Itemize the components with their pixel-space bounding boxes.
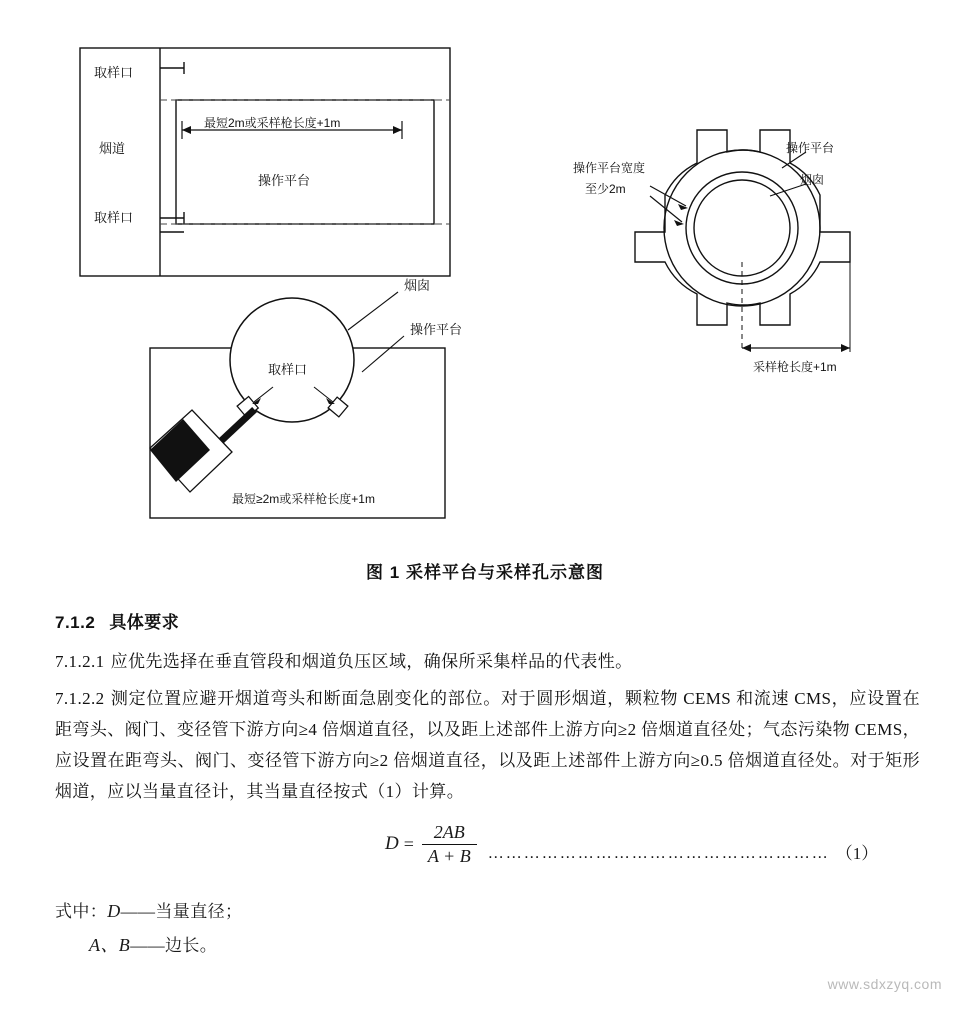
label-gun-length-right: 采样枪长度+1m xyxy=(753,360,837,374)
watermark: www.sdxzyq.com xyxy=(827,976,942,992)
label-platform-width-right2: 至少2m xyxy=(585,182,626,196)
label-platform-right: 操作平台 xyxy=(786,141,835,155)
paragraph-text: 应优先选择在垂直管段和烟道负压区域，确保所采集样品的代表性。 xyxy=(110,652,633,671)
section-number: 7.1.2 xyxy=(55,613,96,632)
paragraph-text: 测定位置应避开烟道弯头和断面急剧变化的部位。对于圆形烟道，颗粒物 CEMS 和流速 CMS，应设置在距弯头、阀门、变径管下游方向≥4 倍烟道直径，以及距上述部件上游方向≥2 倍烟道直径处；气态污染物 CEMS，应设置在距弯头、阀门、变径管下游方向≥2 倍烟道直径，以及距上述部件上游方向≥0.5 倍烟道直径处。对于矩形烟道，应以当量直径计，其当量直径按式（1）计算。 xyxy=(55,688,920,801)
formula-equivalent-diameter xyxy=(55,822,920,884)
label-sampling-port-mid: 取样口 xyxy=(268,362,308,377)
legend-line-2 xyxy=(55,928,920,962)
section-heading xyxy=(55,608,920,633)
formula-denominator: A + B xyxy=(422,844,477,867)
formula-leader-dots: ………………………………………………… xyxy=(487,844,830,862)
legend-text-d: ——当量直径； xyxy=(120,901,243,921)
figure-caption: 图 1 采样平台与采样孔示意图 xyxy=(366,563,604,582)
legend-var-d: D xyxy=(107,900,121,921)
legend-line-1 xyxy=(55,894,920,928)
legend-prefix: 式中： xyxy=(55,901,108,921)
section-title: 具体要求 xyxy=(109,613,180,632)
label-chimney-right: 烟囱 xyxy=(800,173,825,187)
formula-numerator: 2AB xyxy=(433,821,465,842)
label-platform-width-right: 操作平台宽度 xyxy=(573,161,646,175)
paragraph-7-1-2-2 xyxy=(55,684,920,808)
formula-number: （1） xyxy=(835,843,879,863)
paragraph-number: 7.1.2.2 xyxy=(55,688,105,708)
label-platform-mid: 操作平台 xyxy=(410,322,463,337)
label-platform-top: 操作平台 xyxy=(258,173,311,188)
label-min-length-top: 最短2m或采样枪长度+1m xyxy=(204,116,341,130)
formula-lhs: D xyxy=(385,833,399,855)
formula-equals: = xyxy=(403,833,414,854)
paragraph-7-1-2-1 xyxy=(55,647,920,678)
label-chimney-mid: 烟囱 xyxy=(404,278,431,293)
formula-fraction xyxy=(422,822,477,867)
label-sampling-port-bottom: 取样口 xyxy=(94,210,134,225)
legend-var-ab: A、B xyxy=(89,934,131,955)
label-min-length-mid: 最短≥2m或采样枪长度+1m xyxy=(232,492,375,506)
label-duct: 烟道 xyxy=(99,141,126,156)
legend-text-ab: ——边长。 xyxy=(130,935,218,955)
paragraph-number: 7.1.2.1 xyxy=(55,652,105,671)
label-sampling-port-top: 取样口 xyxy=(94,65,134,80)
document-body xyxy=(55,608,920,962)
